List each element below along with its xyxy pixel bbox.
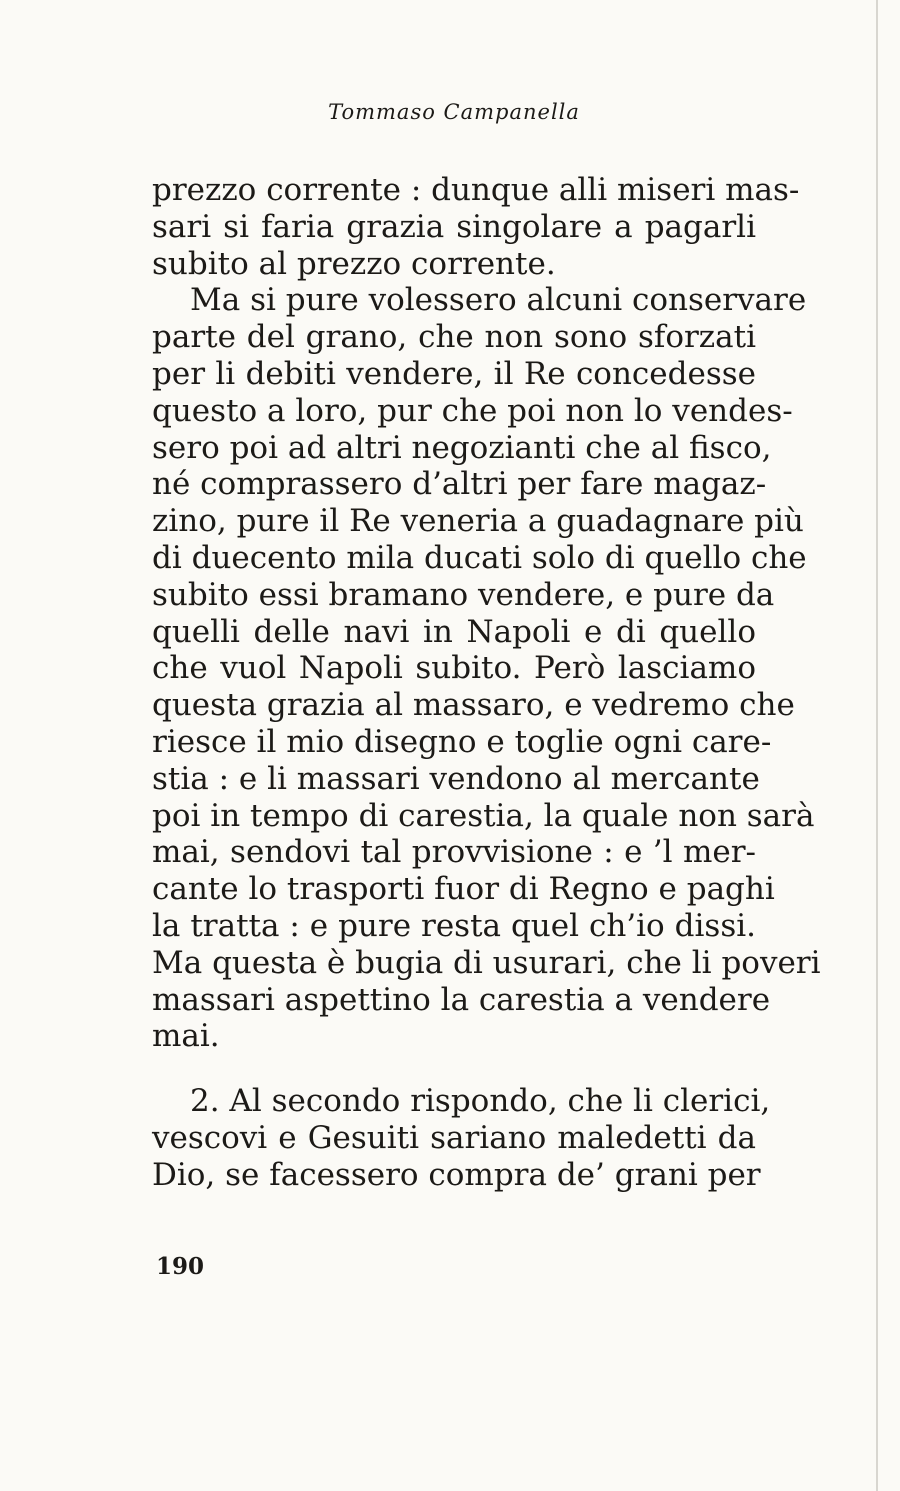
text-line: né comprassero d’altri per fare magaz- [152, 466, 767, 503]
text-line: massari aspettino la carestia a vendere [152, 981, 771, 1018]
text-line: questo a loro, pur che poi non lo vendes- [152, 392, 793, 429]
text-line: parte del grano, che non sono sforzati [152, 319, 756, 356]
text-line: questa grazia al massaro, e vedremo che [152, 687, 795, 724]
text-line: poi in tempo di carestia, la quale non sarà [152, 797, 815, 834]
text-line: subito al prezzo corrente. [152, 245, 556, 282]
paragraph [152, 282, 821, 1055]
text-line: di duecento mila ducati solo di quello che [152, 539, 807, 576]
text-line: stia : e li massari vendono al mercante [152, 760, 760, 797]
text-line: mai, sendovi tal provvisione : e ’l mer- [152, 834, 756, 871]
text-line: riesce il mio disegno e toglie ogni care- [152, 723, 772, 760]
text-line: la tratta : e pure resta quel ch’io dissi. [152, 907, 756, 944]
paragraph [152, 1083, 771, 1193]
text-line: prezzo corrente : dunque alli miseri mas- [152, 172, 800, 208]
text-line: sari si faria grazia singolare a pagarli [152, 208, 756, 245]
page-number: 190 [156, 1253, 205, 1280]
paragraph [152, 172, 800, 282]
page-edge-divider [876, 0, 878, 1491]
text-line: che vuol Napoli subito. Però lasciamo [152, 650, 756, 687]
text-line: subito essi bramano vendere, e pure da [152, 576, 775, 613]
text-line: cante lo trasporti fuor di Regno e paghi [152, 871, 775, 908]
text-line: zino, pure il Re veneria a guadagnare più [152, 503, 804, 540]
text-line: Ma si pure volessero alcuni conservare [190, 282, 807, 319]
text-line: vescovi e Gesuiti sariano maledetti da [152, 1119, 756, 1156]
text-line: Ma questa è bugia di usurari, che li poveri [152, 944, 821, 981]
text-line: quelli delle navi in Napoli e di quello [152, 613, 756, 650]
running-head: Tommaso Campanella [328, 100, 580, 124]
text-line: Dio, se facessero compra de’ grani per [152, 1156, 761, 1193]
text-line: per li debiti vendere, il Re concedesse [152, 355, 756, 392]
paragraph-gap [152, 1055, 756, 1083]
text-line: 2. Al secondo rispondo, che li clerici, [190, 1083, 771, 1120]
text-line: mai. [152, 1018, 220, 1055]
body-text [152, 172, 821, 1194]
text-line: sero poi ad altri negozianti che al fisco, [152, 429, 772, 466]
